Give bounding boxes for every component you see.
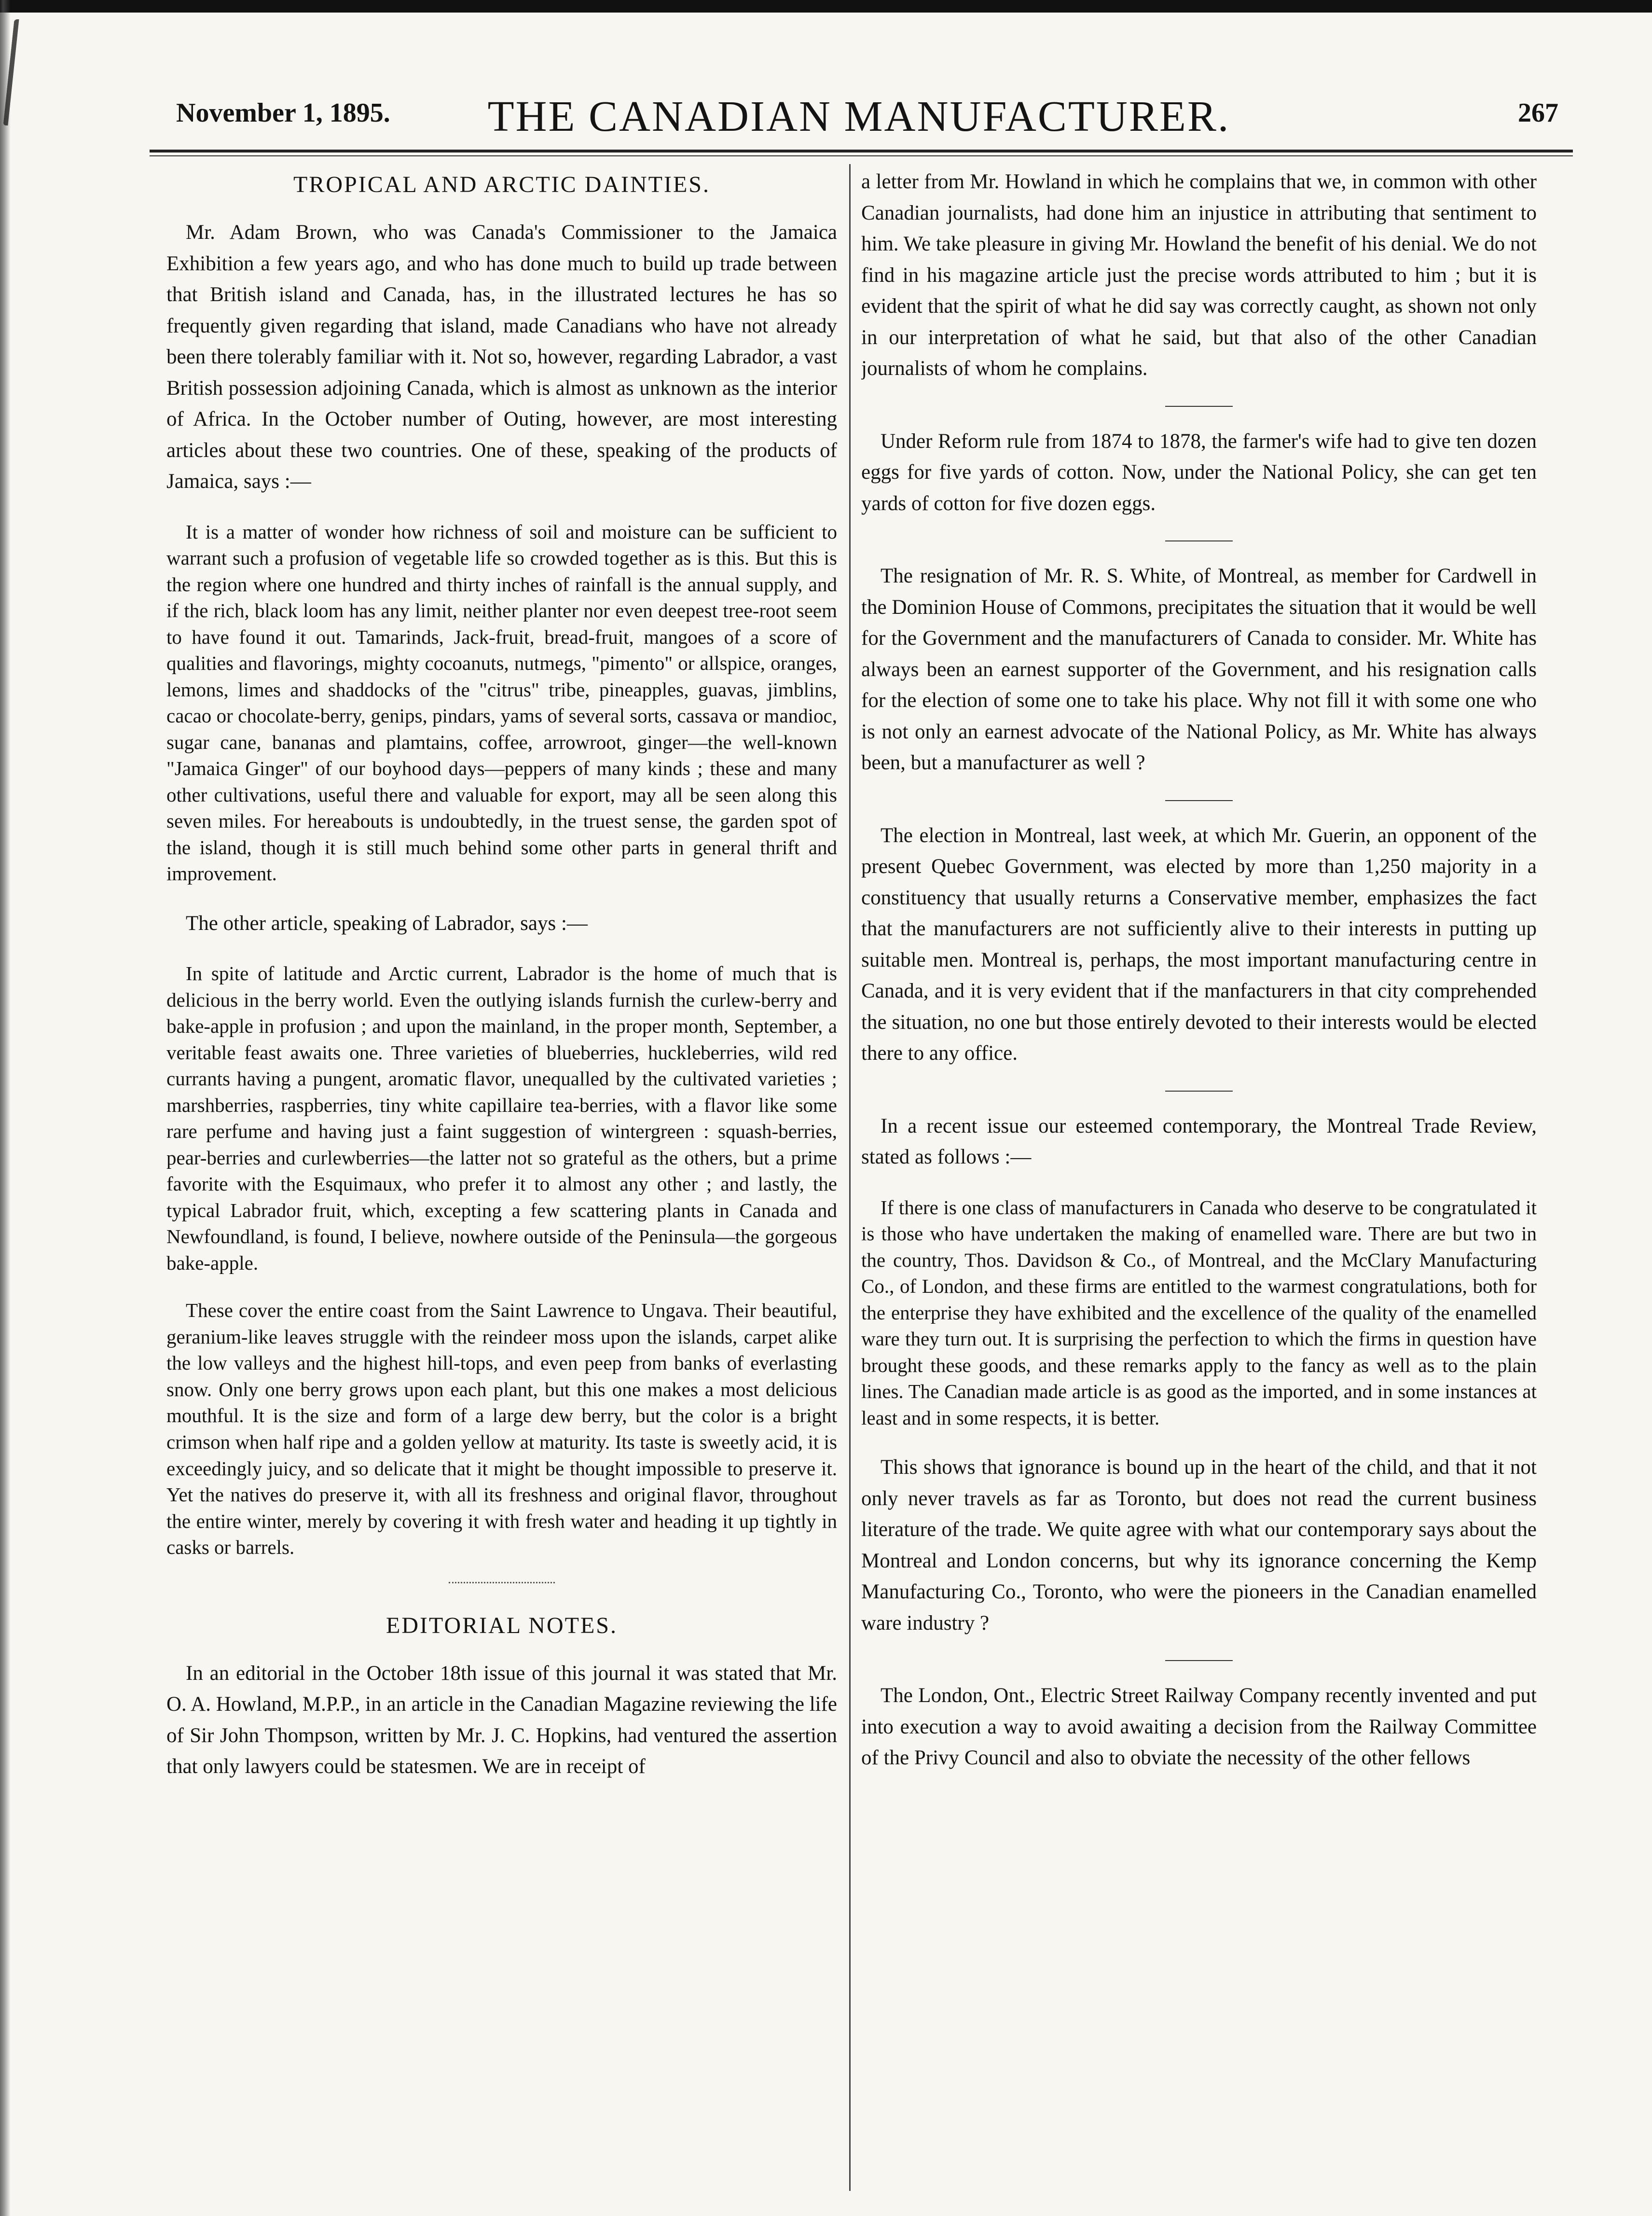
article-paragraph: a letter from Mr. Howland in which he complains that we, in common with other Canadian journalists, had done him an injustice in attributing that sentiment to him. We take pleasure in giving Mr. Howland the benefit of his denial. We do not find in his magazine article just the precise words attributed to him ; but it is evident that the spirit of what he did say was correctly caught, as shown not only in our interpretation of what he said, but that also of the other Canadian journalists of whom he complains.: [861, 170, 1537, 380]
quoted-passage: It is a matter of wonder how richness of soil and moisture can be sufficient to warrant such a profusion of vegetable life so crowded together as is this. But this is the region where one hundred and thirty inches of rainfall is the annual supply, and if the rich, black loom has any limit, neither planter nor even deepest tree-root seem to have found it out. Tamarinds, Jack-fruit, bread-fruit, mangoes of a score of qualities and flavorings, mighty cocoanuts, nutmegs, "pimento" or allspice, oranges, lemons, limes and shaddocks of the "citrus" tribe, pineapples, guavas, jimblins, cacao or chocolate-berry, genips, pindars, yams of several sorts, cassava or mandioc, sugar cane, bananas and plamtains, coffee, arrowroot, ginger—the well-known "Jamaica Ginger" of our boyhood days—peppers of many kinds ; these and many other cultivations, useful there and valuable for export, may all be seen along this seven miles. For hereabouts is undoubtedly, in the truest sense, the garden spot of the island, though it is still much behind some other parts in general thrift and improvement.: [166, 520, 837, 885]
left-column: [166, 166, 837, 2213]
issue-date: November 1, 1895.: [176, 98, 390, 128]
article-heading-tropical: TROPICAL AND ARCTIC DAINTIES.: [293, 172, 710, 197]
quoted-passage: These cover the entire coast from the Saint Lawrence to Ungava. Their beautiful, geranium-like leaves struggle with the reindeer moss upon the islands, carpet alike the low valleys and the highest hill-tops, and even peep from banks of everlasting snow. Only one berry grows upon each plant, but this one makes a most delicious mouthful. It is the size and form of a large dew berry, but the color is a bright crimson when half ripe and a golden yellow at maturity. Its taste is sweetly acid, it is exceedingly juicy, and so delicate that it might be thought impossible to preserve it. Yet the natives do preserve it, with all its freshness and original flavor, throughout the entire winter, merely by covering it with fresh water and heading it up tightly in casks or barrels.: [166, 1299, 837, 1559]
section-separator: [449, 1582, 555, 1583]
article-paragraph: The election in Montreal, last week, at which Mr. Guerin, an opponent of the present Quebec Government, was elected by more than 1,250 majority in a constituency that usually returns a Conservative member, emphasizes the fact that the manufacturers are not sufficiently alive to their interests in putting up suitable men. Montreal is, perhaps, the most important manufacturing centre in Canada, and it is very evident that if the manfacturers in that city comprehended the situation, no one but those entirely devoted to their interests would be elected there to any office.: [861, 824, 1537, 1065]
column-divider: [849, 164, 851, 2191]
paragraph-separator: [1165, 1091, 1233, 1092]
scan-edge-shadow: [0, 0, 11, 2216]
publication-title: THE CANADIAN MANUFACTURER.: [487, 93, 1230, 140]
article-paragraph: This shows that ignorance is bound up in the heart of the child, and that it not only never travels as far as Toronto, but does not read the current business literature of the trade. We quite agree with what our contemporary says about the Montreal and London concerns, but why its ignorance concerning the Kemp Manufacturing Co., Toronto, who were the pioneers in the Canadian enamelled ware industry ?: [861, 1456, 1537, 1634]
paragraph-separator: [1165, 1660, 1233, 1661]
paragraph-separator: [1165, 800, 1233, 801]
article-paragraph: Under Reform rule from 1874 to 1878, the farmer's wife had to give ten dozen eggs for five yards of cotton. Now, under the National Policy, she can get ten yards of cotton for five dozen eggs.: [861, 429, 1537, 515]
quoted-passage: If there is one class of manufacturers in Canada who deserve to be congratulated it is those who have undertaken the making of enamelled ware. There are but two in the country, Thos. Davidson & Co., of Montreal, and the McClary Manufacturing Co., of London, and these firms are entitled to the warmest congratulations, both for the enterprise they have exhibited and the excellence of the quality of the enamelled ware they turn out. It is surprising the perfection to which the firms in question have brought these goods, and these remarks apply to the fancy as well as to the plain lines. The Canadian made article is as good as the imported, and in some instances at least and in some respects, it is better.: [861, 1196, 1537, 1429]
quoted-passage: In spite of latitude and Arctic current, Labrador is the home of much that is delicious in the berry world. Even the outlying islands furnish the curlew-berry and bake-apple in profusion ; and upon the mainland, in the proper month, September, a veritable feast awaits one. Three varieties of blueberries, huckleberries, wild red currants having a pungent, aromatic flavor, unequalled by the cultivated varieties ; marshberries, raspberries, tiny white capillaire tea-berries, with a flavor like some rare perfume and having just a faint suggestion of wintergreen : squash-berries, pear-berries and curlewberries—the latter not so grateful as the others, but a prime favorite with the Esquimaux, who prefer it to almost any other ; and lastly, the typical Labrador fruit, which, excepting a few scattering plants in Canada and Newfoundland, is found, I believe, nowhere outside of the Peninsula—the gorgeous bake-apple.: [166, 962, 837, 1274]
article-paragraph: The other article, speaking of Labrador, says :—: [186, 912, 588, 935]
article-heading-editorial: EDITORIAL NOTES.: [386, 1612, 618, 1638]
article-paragraph: Mr. Adam Brown, who was Canada's Commissioner to the Jamaica Exhibition a few years ago, and who has done much to build up trade between that British island and Canada, has, in the illustrated lectures he has so frequently given regarding that island, made Canadians who have not already been there tolerably familiar with it. Not so, however, regarding Labrador, a vast British possession adjoining Canada, which is almost as unknown as the interior of Africa. In the October number of Outing, however, are most interesting articles about these two countries. One of these, speaking of the products of Jamaica, says :—: [166, 221, 837, 493]
paragraph-separator: [1165, 540, 1233, 541]
header-rule-thin: [150, 155, 1573, 156]
paragraph-separator: [1165, 406, 1233, 407]
top-border-rule: [0, 0, 1652, 13]
article-paragraph: The London, Ont., Electric Street Railway Company recently invented and put into execution a way to avoid awaiting a decision from the Railway Committee of the Privy Council and also to obviate the necessity of the other fellows: [861, 1684, 1537, 1770]
article-paragraph: In a recent issue our esteemed contemporary, the Montreal Trade Review, stated as follows :—: [861, 1114, 1537, 1168]
page-number: 267: [1518, 98, 1558, 128]
article-paragraph: The resignation of Mr. R. S. White, of Montreal, as member for Cardwell in the Dominion House of Commons, precipitates the situation that it would be well for the Government and the manufacturers of Canada to consider. Mr. White has always been an earnest supporter of the Government, and his resignation calls for the election of some one to take his place. Why not fill it with some one who is not only an earnest advocate of the National Policy, as Mr. White has always been, but a manufacturer as well ?: [861, 565, 1537, 774]
page-header: [159, 92, 1558, 140]
article-paragraph: In an editorial in the October 18th issue of this journal it was stated that Mr. O. A. Howland, M.P.P., in an article in the Canadian Magazine reviewing the life of Sir John Thompson, written by Mr. J. C. Hopkins, had ventured the assertion that only lawyers could be statesmen. We are in receipt of: [166, 1662, 837, 1778]
right-column: [861, 166, 1537, 2213]
header-rule-thick: [150, 150, 1573, 152]
